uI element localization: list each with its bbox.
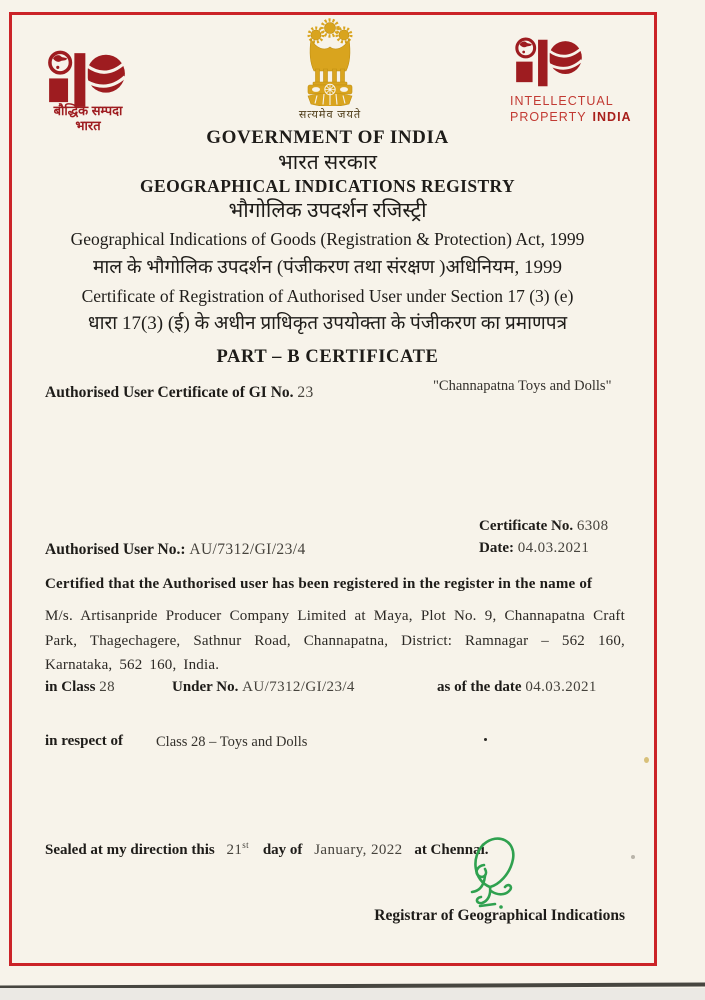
scan-speck	[644, 757, 649, 763]
right-caption-india: INDIA	[592, 110, 632, 124]
date-value: 04.03.2021	[517, 540, 590, 556]
ip-india-logo-icon	[512, 37, 586, 89]
scan-speck	[484, 738, 487, 741]
respect-value: Class 28 – Toys and Dolls	[156, 734, 308, 750]
class-label: in Class	[45, 679, 96, 695]
sealed-text-2: day of	[262, 842, 303, 858]
as-of-date-label: as of the date	[437, 679, 522, 695]
seal-date: January, 2022	[314, 842, 403, 858]
sealed-text-1: Sealed at my direction this	[45, 842, 215, 858]
certificate-no-line	[479, 515, 608, 537]
seal-day-number: 21	[226, 842, 243, 858]
national-emblem	[300, 18, 360, 111]
act-title: Geographical Indications of Goods (Registration & Protection) Act, 1999	[70, 229, 585, 249]
under-no-cell	[172, 679, 355, 696]
seal-day-suffix: st	[242, 840, 250, 850]
right-caption-property: PROPERTY	[510, 110, 587, 124]
scan-speck	[631, 855, 635, 859]
ip-india-logo-icon	[44, 50, 130, 110]
registry-title: GEOGRAPHICAL INDICATIONS REGISTRY	[140, 176, 515, 196]
sealed-text-3: at Chennai.	[414, 842, 489, 858]
under-no-value: AU/7312/GI/23/4	[242, 679, 355, 695]
gi-number: 23	[297, 384, 314, 401]
gi-label: Authorised User Certificate of GI No.	[45, 384, 294, 401]
certificate-title: Certificate of Registration of Authorised User under Section 17 (3) (e)	[81, 286, 574, 306]
gi-number-row	[45, 384, 314, 402]
left-caption-line2: भारत	[75, 117, 101, 133]
seal-day	[226, 842, 249, 858]
part-b-title: PART – B CERTIFICATE	[216, 347, 439, 367]
sealed-row	[45, 840, 489, 859]
certificate-no-block	[479, 515, 608, 559]
date-line	[479, 537, 608, 559]
gi-name: "Channapatna Toys and Dolls"	[433, 378, 612, 394]
registrar-title: Registrar of Geographical Indications	[374, 907, 625, 924]
right-caption-line1: INTELLECTUAL	[510, 94, 614, 108]
emblem-motto: सत्यमेव जयते	[298, 109, 362, 121]
scanner-edge-area	[0, 988, 705, 1000]
respect-label: in respect of	[45, 733, 124, 749]
right-caption-line2	[510, 109, 670, 125]
certificate-title-hindi: धारा 17(3) (ई) के अधीन प्राधिकृत उपयोक्ता के पंजीकरण का प्रमाणपत्र	[87, 313, 568, 334]
under-no-label: Under No.	[172, 679, 239, 695]
signature-icon	[462, 833, 526, 913]
certificate-no-label: Certificate No.	[479, 518, 574, 534]
date-label: Date:	[479, 540, 514, 556]
left-caption-line1: बौद्धिक सम्पदा	[53, 103, 123, 118]
registrar-signature	[462, 833, 526, 918]
certified-statement: Certified that the Authorised user has been registered in the register in the name of	[45, 576, 593, 592]
registry-title-hindi: भौगोलिक उपदर्शन रजिस्ट्री	[228, 198, 427, 222]
as-of-date-cell	[437, 679, 597, 696]
act-title-hindi: माल के भौगोलिक उपदर्शन (पंजीकरण तथा संरक्षण )अधिनियम, 1999	[93, 257, 562, 278]
government-title-hindi: भारत सरकार	[278, 150, 377, 174]
authorised-user-row	[45, 541, 306, 559]
national-emblem-icon	[300, 18, 360, 106]
authorised-user-label: Authorised User No.:	[45, 541, 186, 558]
class-cell	[45, 679, 115, 696]
ipindia-right-caption	[510, 93, 670, 125]
authorised-user-value: AU/7312/GI/23/4	[189, 541, 306, 558]
government-title: GOVERNMENT OF INDIA	[206, 127, 449, 148]
class-value: 28	[99, 679, 115, 695]
certificate-no-value: 6308	[576, 518, 609, 534]
registrant-address: M/s. Artisanpride Producer Company Limited at Maya, Plot No. 9, Channapatna Craft Park, Thagechagere, Sathnur Road, Channapatna, District: Ramnagar – 562 160, Karnataka, 562 160, India.	[45, 608, 625, 673]
as-of-date-value: 04.03.2021	[525, 679, 597, 695]
ipindia-logo-right	[512, 37, 586, 94]
